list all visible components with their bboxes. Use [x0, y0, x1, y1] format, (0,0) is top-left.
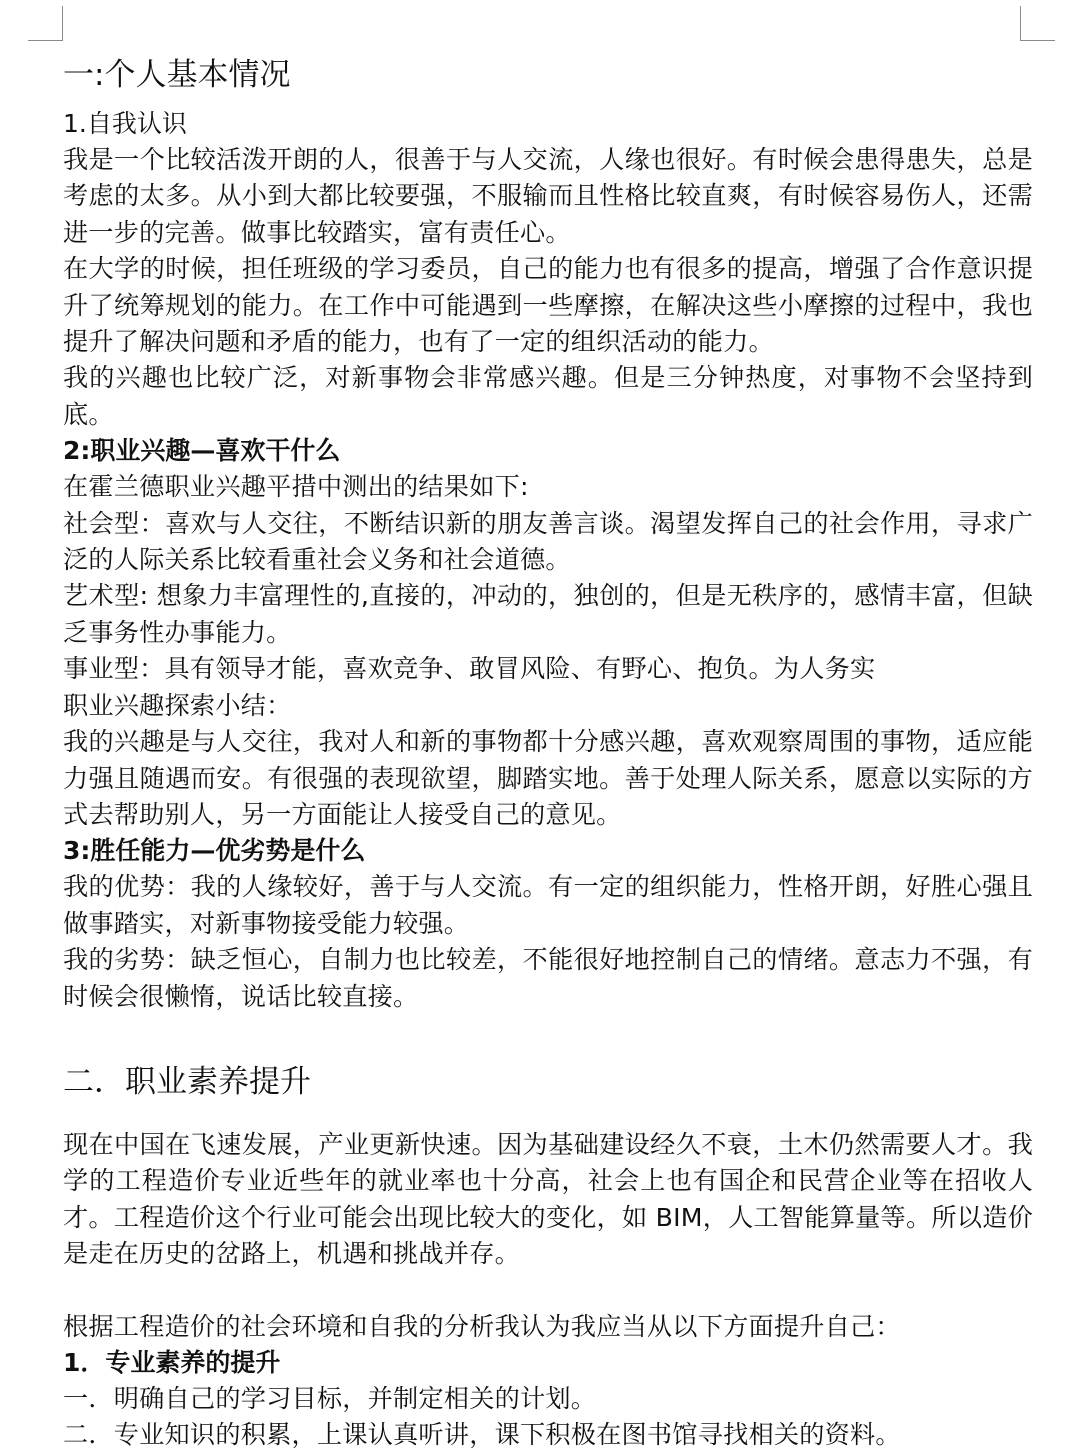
subsection-competence-heading: 3:胜任能力—优劣势是什么: [63, 836, 366, 866]
subsection-professional-quality-heading: 1．专业素养的提升: [63, 1347, 281, 1377]
list-item: 二．专业知识的积累，上课认真听讲，课下积极在图书馆寻找相关的资料。: [63, 1420, 901, 1450]
paragraph: 事业型：具有领导才能，喜欢竞争、敢冒风险、有野心、抱负。为人务实: [63, 654, 876, 684]
section-2-heading: 二．职业素养提升: [63, 1063, 311, 1100]
paragraph: 我的兴趣是与人交往，我对人和新的事物都十分感兴趣，喜欢观察周围的事物，适应能力强且随遇而安。有很强的表现欲望，脚踏实地。善于处理人际关系，愿意以实际的方式去帮助别人，另一方面能让人接受自己的意见。: [63, 727, 1033, 829]
paragraph: 社会型：喜欢与人交往，不断结识新的朋友善言谈。渴望发挥自己的社会作用，寻求广泛的人际关系比较看重社会义务和社会道德。: [63, 508, 1033, 575]
document-page: [63, 52, 1033, 1454]
paragraph: 我的劣势：缺乏恒心，自制力也比较差，不能很好地控制自己的情绪。意志力不强，有时候会很懒惰，说话比较直接。: [63, 945, 1033, 1011]
spacer: [63, 1273, 1033, 1309]
paragraph: 职业兴趣探索小结：: [63, 690, 292, 720]
paragraph: 在大学的时候，担任班级的学习委员，自己的能力也有很多的提高，增强了合作意识提升了统筹规划的能力。在工作中可能遇到一些摩擦，在解决这些小摩擦的过程中，我也提升了解决问题和矛盾的能力，也有了一定的组织活动的能力。: [63, 254, 1033, 357]
subsection-career-interest-heading: 2:职业兴趣—喜欢干什么: [63, 436, 341, 466]
paragraph: 现在中国在飞速发展，产业更新快速。因为基础建设经久不衰，土木仍然需要人才。我学的工程造价专业近些年的就业率也十分高，社会上也有国企和民营企业等在招收人才。工程造价这个行业可能会出现比较大的变化，如 BIM，人工智能算量等。所以造价是走在历史的岔路上，机遇和挑战并存。: [63, 1129, 1033, 1269]
paragraph: 我的兴趣也比较广泛，对新事物会非常感兴趣。但是三分钟热度，对事物不会坚持到底。: [63, 363, 1033, 429]
spacer: [63, 1015, 1033, 1059]
page-corner-mark-top-left: [28, 6, 63, 41]
paragraph: 我的优势：我的人缘较好，善于与人交流。有一定的组织能力，性格开朗，好胜心强且做事踏实，对新事物接受能力较强。: [63, 872, 1033, 938]
list-item: 一．明确自己的学习目标，并制定相关的计划。: [63, 1383, 597, 1413]
page-corner-mark-top-right: [1020, 6, 1055, 41]
paragraph: 我是一个比较活泼开朗的人，很善于与人交流，人缘也很好。有时候会患得患失，总是考虑的太多。从小到大都比较要强，不服输而且性格比较直爽，有时候容易伤人，还需进一步的完善。做事比较踏实，富有责任心。: [63, 145, 1033, 247]
section-1-heading: 一:个人基本情况: [63, 57, 291, 93]
paragraph: 根据工程造价的社会环境和自我的分析我认为我应当从以下方面提升自己：: [63, 1311, 901, 1341]
subsection-self-awareness-heading: 1.自我认识: [63, 109, 187, 138]
spacer: [63, 1113, 1033, 1127]
paragraph: 艺术型: 想象力丰富理性的,直接的，冲动的，独创的，但是无秩序的，感情丰富，但缺乏事务性办事能力。: [63, 581, 1033, 647]
paragraph: 在霍兰德职业兴趣平措中测出的结果如下:: [63, 472, 529, 502]
